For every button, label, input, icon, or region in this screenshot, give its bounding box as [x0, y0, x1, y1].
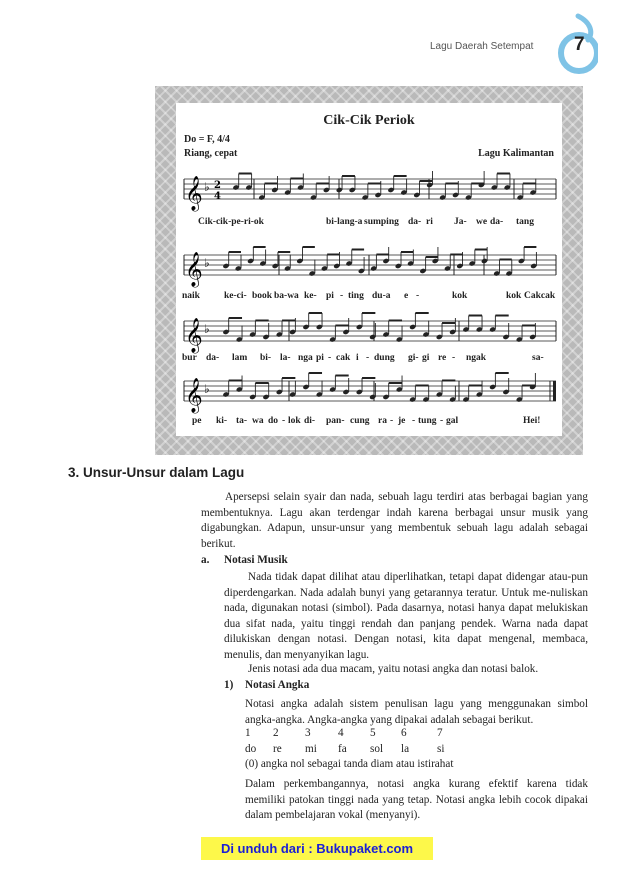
- note-head: [504, 174, 511, 191]
- lyric-syllable: pi: [316, 353, 324, 363]
- song-key: Do = F, 4/4: [184, 134, 230, 145]
- note-head: [517, 184, 524, 201]
- note-head: [272, 252, 279, 269]
- note-head: [232, 174, 239, 191]
- note-head: [382, 247, 389, 264]
- svg-text:2: 2: [214, 180, 221, 191]
- note-head: [262, 323, 269, 340]
- lyric-syllable: -: [328, 353, 332, 363]
- note-head: [529, 373, 536, 390]
- note-head: [422, 386, 429, 403]
- note-head: [409, 386, 416, 403]
- note-head: [436, 323, 443, 340]
- note-head: [362, 184, 369, 201]
- note-head: [370, 255, 377, 272]
- subsection-a-title: Notasi Musik: [224, 554, 288, 566]
- note-head: [329, 376, 336, 393]
- lyric-syllable: wa: [252, 416, 264, 426]
- note-head: [222, 381, 229, 398]
- lyric-syllable: ki-: [216, 416, 228, 426]
- lyric-syllable: naik: [182, 291, 200, 301]
- note-head: [356, 378, 363, 395]
- note-head: [369, 383, 376, 400]
- note-head: [395, 252, 402, 269]
- note-head: [222, 252, 229, 269]
- note-head: [518, 247, 525, 264]
- song-origin: Lagu Kalimantan: [478, 148, 554, 159]
- note-head: [387, 176, 394, 193]
- lyric-syllable: je: [398, 416, 406, 426]
- note-head: [245, 174, 252, 191]
- note-head: [302, 373, 309, 390]
- note-head: [493, 260, 500, 277]
- note-head: [236, 326, 243, 343]
- lyric-syllable: ra: [378, 416, 387, 426]
- note-head: [530, 179, 537, 196]
- syllable-row: [0, 743, 638, 759]
- note-head: [426, 171, 433, 188]
- syllable-cell: si: [437, 743, 445, 755]
- subsection-1-title: Notasi Angka: [245, 679, 310, 691]
- lyric-syllable: cung: [350, 416, 370, 426]
- note-head: [271, 176, 278, 193]
- treble-clef-icon: 𝄞: [185, 176, 203, 211]
- note-head: [530, 252, 537, 269]
- note-head: [449, 386, 456, 403]
- note-head: [491, 174, 498, 191]
- song-tempo: Riang, cepat: [184, 148, 238, 159]
- note-head: [413, 181, 420, 198]
- note-head: [382, 321, 389, 338]
- lyric-syllable: sumping: [364, 217, 399, 227]
- lyric-syllable: i: [356, 353, 359, 363]
- lyric-syllable: pi: [326, 291, 334, 301]
- note-head: [323, 176, 330, 193]
- lyric-syllable: -: [340, 291, 344, 301]
- song-frame: [155, 86, 583, 455]
- note-head: [284, 255, 291, 272]
- lyric-syllable: Cik-cik-pe-ri-ok: [198, 217, 264, 227]
- note-head: [258, 184, 265, 201]
- note-head: [276, 378, 283, 395]
- lyric-syllable: -: [440, 416, 444, 426]
- note-head: [289, 381, 296, 398]
- note-head: [462, 316, 469, 333]
- note-head: [284, 179, 291, 196]
- note-head: [449, 318, 456, 335]
- note-head: [342, 318, 349, 335]
- lyric-syllable: re: [438, 353, 447, 363]
- music-staff: [184, 375, 556, 413]
- note-head: [369, 323, 376, 340]
- note-head: [329, 326, 336, 343]
- lyric-syllable: tung: [418, 416, 437, 426]
- note-head: [247, 247, 254, 264]
- lyric-syllable: bi-: [260, 353, 272, 363]
- note-head: [356, 313, 363, 330]
- note-head: [297, 174, 304, 191]
- treble-clef-icon: 𝄞: [185, 318, 203, 353]
- lyric-syllable: kok: [452, 291, 468, 301]
- subsection-a-paragraph: Nada tidak dapat dilihat atau diperlihatkan, tetapi dapat didengar atau-pun diperdengarkan. Nada adalah bunyi yang getarannya teratur. Untuk me-nuliskan nada, digunakan notasi (simbol). Pada dasarnya, notasi hanya dapat melukiskan dua sifat nada, yaitu tinggi rendah dan panjang pendek. Warna nada dapat dilukiskan dengan notasi. Dengan notasi, kita dapat mengenal, membaca, menulis, dan menyanyikan lagu.: [224, 571, 588, 661]
- subsection-a-label: a.: [201, 554, 210, 566]
- number-cell: 4: [338, 727, 344, 739]
- header-decoration-icon: [548, 12, 598, 78]
- lyric-syllable: book: [252, 291, 273, 301]
- note-head: [462, 386, 469, 403]
- note-head: [469, 250, 476, 267]
- music-staff: [184, 173, 556, 211]
- svg-text:4: 4: [214, 191, 221, 202]
- lyric-syllable: we: [476, 217, 488, 227]
- lyric-syllable: da-: [206, 353, 220, 363]
- syllable-cell: re: [273, 743, 282, 755]
- note-head: [489, 373, 496, 390]
- music-staff: [184, 315, 556, 353]
- lyric-syllable: e: [404, 291, 409, 301]
- note-head: [316, 381, 323, 398]
- zero-note: (0) angka nol sebagai tanda diam atau istirahat: [245, 758, 454, 770]
- note-head: [419, 257, 426, 274]
- note-head: [342, 378, 349, 395]
- subsection-1-paragraph: Notasi angka adalah sistem penulisan lagu yang menggunakan simbol angka-angka. Angka-angka yang dipakai adalah sebagai berikut.: [245, 698, 588, 726]
- number-cell: 6: [401, 727, 407, 739]
- lyric-syllable: sa-: [532, 353, 544, 363]
- flat-sign-icon: ♭: [204, 180, 210, 194]
- subsection-1-paragraph-2: Dalam perkembangannya, notasi angka kurang efektif karena tidak memiliki patokan tinggi nada yang tetap. Notasi angka lebih cocok dipakai dalam pembelajaran vokal (menyanyi).: [245, 778, 588, 821]
- lyric-syllable: tang: [516, 217, 534, 227]
- page-number: 7: [574, 34, 585, 55]
- lyric-syllable: cak: [336, 353, 351, 363]
- note-head: [476, 316, 483, 333]
- number-cell: 1: [245, 727, 251, 739]
- note-head: [349, 176, 356, 193]
- lyric-syllable: gi-: [408, 353, 419, 363]
- lyric-syllable: bi-lang-a: [326, 217, 363, 227]
- syllable-cell: mi: [305, 743, 317, 755]
- note-head: [222, 318, 229, 335]
- number-cell: 2: [273, 727, 279, 739]
- lyric-syllable: -: [366, 353, 370, 363]
- lyric-syllable: Ja-: [454, 217, 467, 227]
- download-source-banner: Di unduh dari : Bukupaket.com: [201, 837, 433, 860]
- lyric-syllable: da-: [490, 217, 504, 227]
- number-notation-row: [0, 727, 638, 743]
- song-sheet: [176, 103, 562, 436]
- lyric-syllable: ting: [348, 291, 364, 301]
- note-head: [502, 323, 509, 340]
- flat-sign-icon: ♭: [204, 256, 210, 270]
- note-head: [409, 313, 416, 330]
- note-head: [262, 383, 269, 400]
- lyric-syllable: nga: [298, 353, 313, 363]
- note-head: [436, 381, 443, 398]
- note-head: [276, 321, 283, 338]
- treble-clef-icon: 𝄞: [185, 252, 203, 287]
- lyric-syllable: lok: [288, 416, 301, 426]
- lyric-syllable: pan-: [326, 416, 345, 426]
- lyric-syllable: -: [412, 416, 416, 426]
- note-head: [502, 378, 509, 395]
- lyric-syllable: du-a: [372, 291, 391, 301]
- lyric-syllable: da-: [408, 217, 422, 227]
- flat-sign-icon: ♭: [204, 322, 210, 336]
- note-head: [310, 184, 317, 201]
- note-head: [235, 255, 242, 272]
- running-header-title: Lagu Daerah Setempat: [430, 41, 534, 52]
- lyric-syllable: lam: [232, 353, 248, 363]
- lyric-syllable: ngak: [466, 353, 487, 363]
- note-head: [236, 376, 243, 393]
- note-head: [439, 184, 446, 201]
- note-head: [358, 257, 365, 274]
- subsection-a-paragraph-2: Jenis notasi ada dua macam, yaitu notasi angka dan notasi balok.: [248, 663, 539, 675]
- note-head: [396, 326, 403, 343]
- section-heading: 3. Unsur-Unsur dalam Lagu: [68, 465, 245, 480]
- note-head: [382, 383, 389, 400]
- note-head: [309, 260, 316, 277]
- syllable-cell: sol: [370, 743, 384, 755]
- lyric-syllable: kok: [506, 291, 522, 301]
- note-head: [465, 184, 472, 201]
- lyric-syllable: gal: [446, 416, 459, 426]
- lyric-syllable: -: [416, 291, 420, 301]
- lyric-syllable: ta-: [236, 416, 248, 426]
- lyric-syllable: di-: [304, 416, 316, 426]
- treble-clef-icon: 𝄞: [185, 378, 203, 413]
- lyric-syllable: ke-: [304, 291, 317, 301]
- flat-sign-icon: ♭: [204, 382, 210, 396]
- lyric-syllable: gi: [422, 353, 430, 363]
- note-head: [478, 171, 485, 188]
- note-head: [516, 326, 523, 343]
- note-head: [506, 260, 513, 277]
- note-head: [316, 313, 323, 330]
- lyric-syllable: Cakcak: [524, 291, 556, 301]
- lyric-syllable: la-: [280, 353, 291, 363]
- syllable-cell: la: [401, 743, 410, 755]
- note-head: [489, 316, 496, 333]
- music-staff: [184, 249, 556, 287]
- note-head: [516, 386, 523, 403]
- note-head: [444, 255, 451, 272]
- syllable-cell: fa: [338, 743, 347, 755]
- number-cell: 7: [437, 727, 443, 739]
- note-head: [321, 255, 328, 272]
- lyric-syllable: -: [452, 353, 456, 363]
- intro-paragraph: Apersepsi selain syair dan nada, sebuah lagu terdiri atas berbagai bagian yang membentuknya. Lagu akan terdengar indah karena berbagai unsur musik yang digabungkan. Adapun, unsur-unsur yang membentuk sebuah lagu adalah sebagai berikut.: [201, 491, 588, 550]
- note-head: [259, 250, 266, 267]
- syllable-cell: do: [245, 743, 257, 755]
- note-head: [396, 376, 403, 393]
- song-title: Cik-Cik Periok: [323, 113, 415, 128]
- note-head: [432, 247, 439, 264]
- note-head: [249, 321, 256, 338]
- song-end-word: Hei!: [523, 416, 541, 426]
- note-head: [400, 179, 407, 196]
- lyric-syllable: do: [268, 416, 279, 426]
- number-cell: 3: [305, 727, 311, 739]
- note-head: [249, 383, 256, 400]
- lyric-syllable: -: [390, 416, 394, 426]
- lyric-syllable: ke-ci-: [224, 291, 247, 301]
- lyric-syllable: -: [282, 416, 286, 426]
- lyric-syllable: pe: [192, 416, 202, 426]
- note-head: [302, 313, 309, 330]
- note-head: [476, 381, 483, 398]
- lyric-syllable: ba-wa: [274, 291, 299, 301]
- lyric-syllable: bur: [182, 353, 197, 363]
- lyric-syllable: ri: [426, 217, 433, 227]
- number-cell: 5: [370, 727, 376, 739]
- lyric-syllable: dung: [374, 353, 395, 363]
- note-head: [346, 250, 353, 267]
- note-head: [422, 321, 429, 338]
- subsection-1-label: 1): [224, 679, 234, 691]
- note-head: [296, 247, 303, 264]
